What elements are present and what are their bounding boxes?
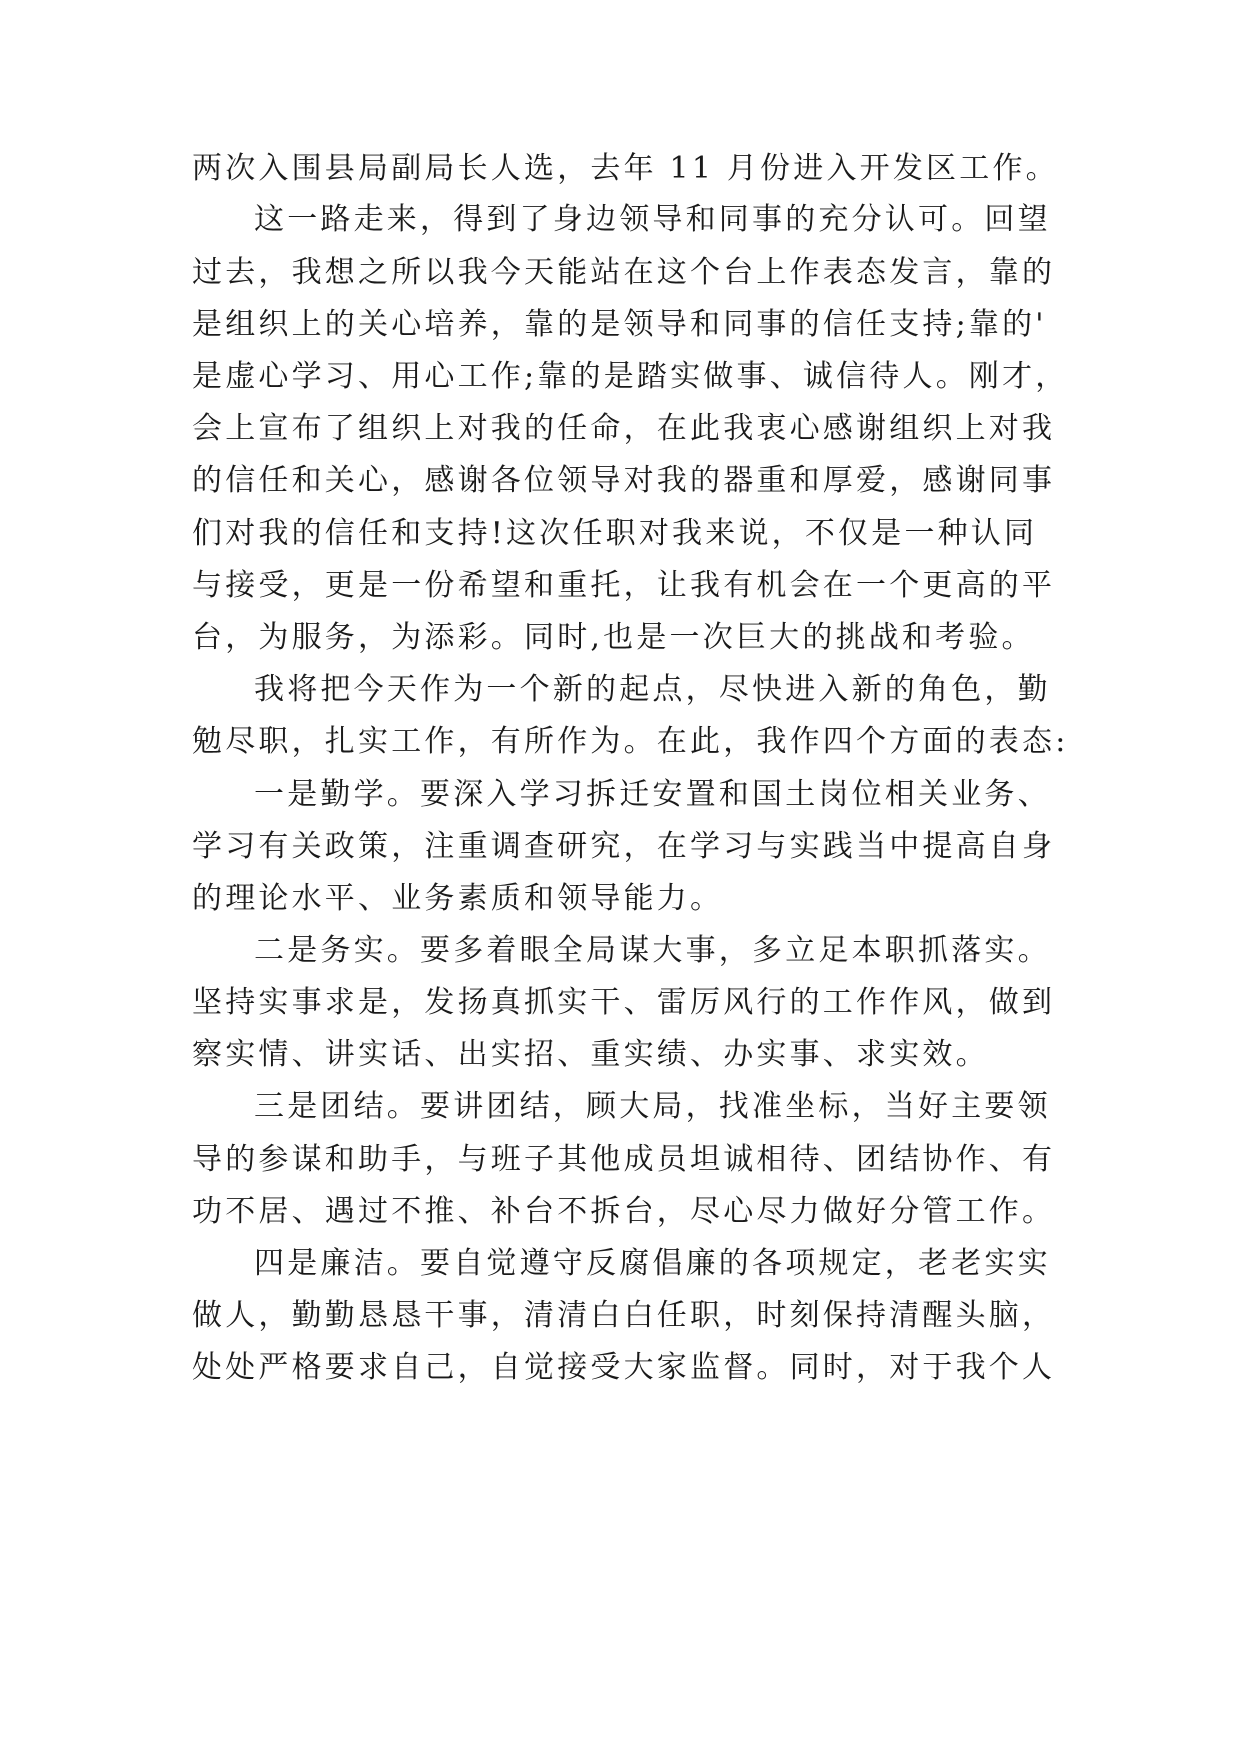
text-line: 勉尽职，扎实工作，有所作为。在此，我作四个方面的表态: [192, 724, 1069, 759]
text-line: 过去，我想之所以我今天能站在这个台上作表态发言，靠的 [192, 255, 1056, 290]
text-line: 与接受，更是一份希望和重托，让我有机会在一个更高的平 [192, 568, 1056, 603]
text-line: 两次入围县局副局长人选，去年 11 月份进入开发区工作。 [192, 151, 1059, 186]
text-line: 功不居、遇过不推、补台不拆台，尽心尽力做好分管工作。 [192, 1194, 1056, 1229]
text-line: 导的参谋和助手，与班子其他成员坦诚相待、团结协作、有 [192, 1142, 1056, 1177]
text-line: 坚持实事求是，发扬真抓实干、雷厉风行的工作作风，做到 [192, 985, 1056, 1020]
text-line: 察实情、讲实话、出实招、重实绩、办实事、求实效。 [192, 1037, 989, 1072]
text-line: 是组织上的关心培养，靠的是领导和同事的信任支持;靠的' [192, 307, 1047, 342]
text-line: 会上宣布了组织上对我的任命，在此我衷心感谢组织上对我 [192, 411, 1056, 446]
text-line: 学习有关政策，注重调查研究，在学习与实践当中提高自身 [192, 829, 1056, 864]
text-line: 二是务实。要多着眼全局谋大事，多立足本职抓落实。 [254, 933, 1051, 968]
text-line: 三是团结。要讲团结，顾大局，找准坐标，当好主要领 [254, 1089, 1051, 1124]
text-line: 我将把今天作为一个新的起点，尽快进入新的角色，勤 [254, 672, 1051, 707]
text-line: 的信任和关心，感谢各位领导对我的器重和厚爱，感谢同事 [192, 463, 1056, 498]
text-line: 是虚心学习、用心工作;靠的是踏实做事、诚信待人。刚才， [192, 359, 1069, 394]
text-line: 处处严格要求自己，自觉接受大家监督。同时，对于我个人 [192, 1350, 1056, 1385]
text-line: 台，为服务，为添彩。同时,也是一次巨大的挑战和考验。 [192, 620, 1035, 655]
text-line: 四是廉洁。要自觉遵守反腐倡廉的各项规定，老老实实 [254, 1246, 1051, 1281]
text-line: 一是勤学。要深入学习拆迁安置和国土岗位相关业务、 [254, 777, 1051, 812]
text-line: 做人，勤勤恳恳干事，清清白白任职，时刻保持清醒头脑， [192, 1298, 1056, 1333]
text-line: 的理论水平、业务素质和领导能力。 [192, 881, 724, 916]
text-line: 这一路走来，得到了身边领导和同事的充分认可。回望 [254, 202, 1051, 237]
text-line: 们对我的信任和支持!这次任职对我来说，不仅是一种认同 [192, 516, 1038, 551]
